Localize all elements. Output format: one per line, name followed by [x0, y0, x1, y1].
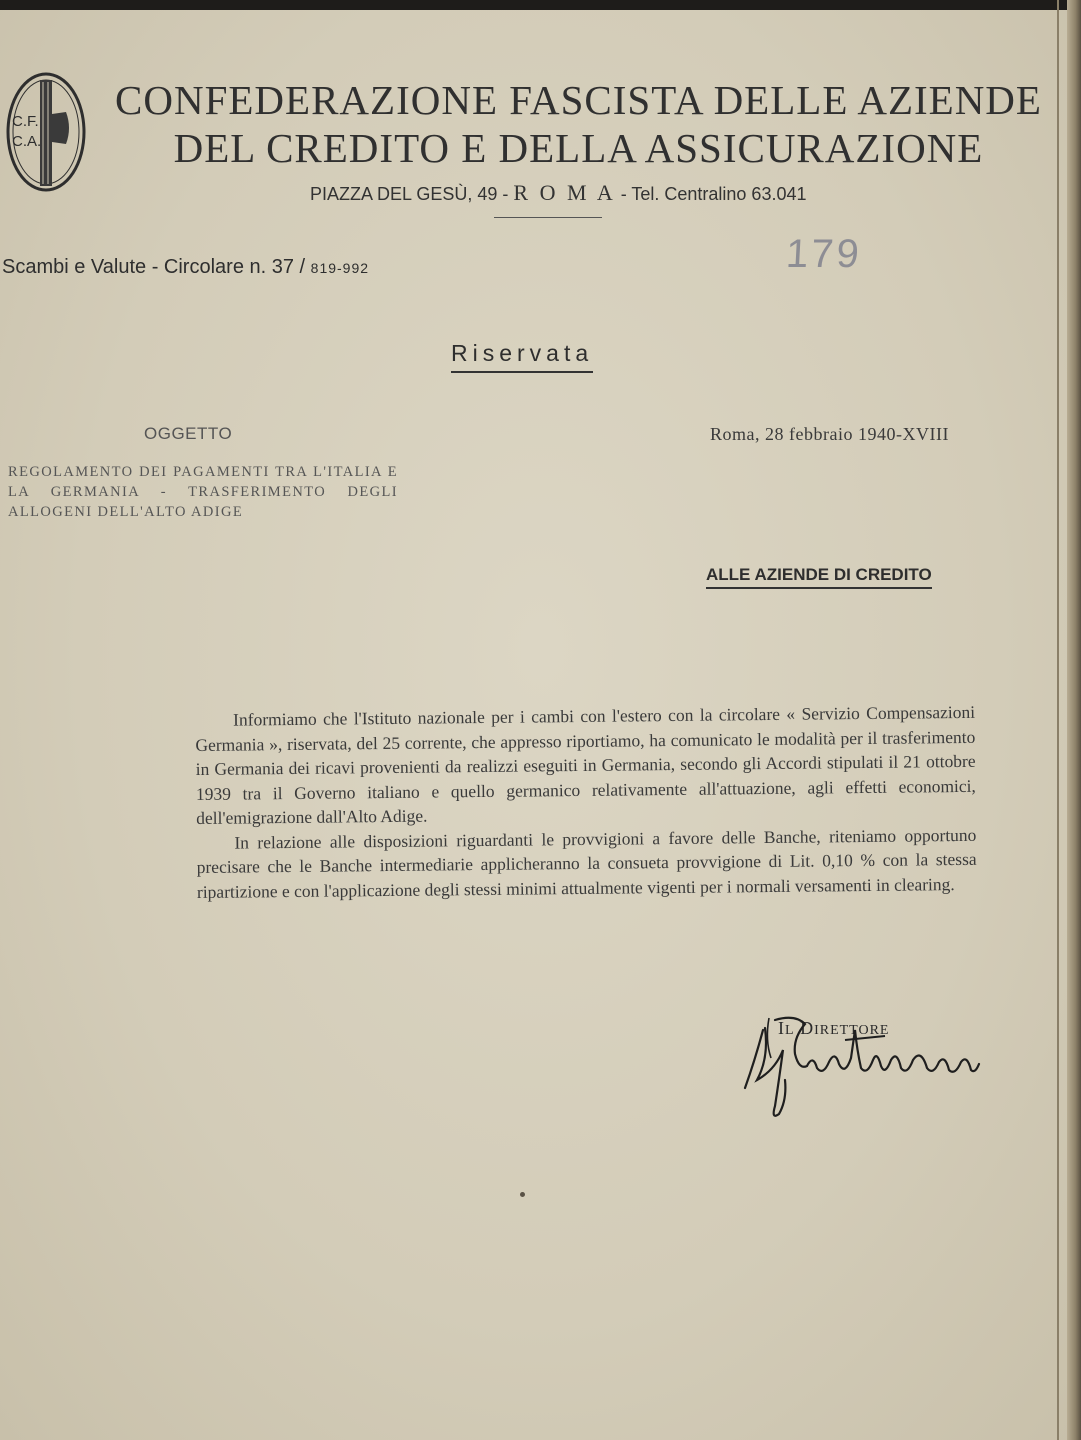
- signatory-title: IL DIRETTORE: [778, 1018, 890, 1038]
- body-paragraph-2: In relazione alle disposizioni riguardanti le provvigioni a favore delle Banche, riteniamo opportuno precisare che le Banche intermediarie applicheranno la consueta provvigione di Lit. 0,10 % con la stessa ripartizione e con l'applicazione degli stessi minimi attualmente vigenti per i normali versamenti in clearing.: [196, 824, 977, 902]
- addressee: ALLE AZIENDE DI CREDITO: [706, 565, 932, 589]
- scan-right-edge: [1067, 0, 1081, 1440]
- circular-reference: [2, 256, 369, 279]
- letterhead-address: [310, 180, 807, 206]
- letter-date: Roma, 28 febbraio 1940-XVIII: [710, 424, 949, 444]
- svg-text:C.A.: C.A.: [12, 133, 42, 150]
- classification-label: Riservata: [451, 340, 593, 373]
- letterhead-line-1: CONFEDERAZIONE FASCISTA DELLE AZIENDE: [115, 77, 1042, 123]
- subject-label: OGGETTO: [144, 424, 233, 443]
- letterhead-divider: [494, 217, 602, 218]
- subject-text: REGOLAMENTO DEI PAGAMENTI TRA L'ITALIA E LA GERMANIA - TRASFERIMENTO DEGLI ALLOGENI DELL'ALTO ADIGE: [8, 464, 398, 520]
- address-street: PIAZZA DEL GESÙ, 49 -: [310, 184, 514, 204]
- ink-speck: [520, 1192, 525, 1197]
- scan-fold-line: [1057, 0, 1059, 1440]
- handwritten-signature: [735, 1010, 985, 1130]
- svg-text:C.F.: C.F.: [12, 113, 39, 130]
- address-city: R O M A: [513, 180, 616, 205]
- letter-body: [195, 700, 977, 904]
- handwritten-page-number: 179: [784, 232, 863, 276]
- address-phone: - Tel. Centralino 63.041: [615, 184, 807, 204]
- letterhead-line-2: DEL CREDITO E DELLA ASSICURAZIONE: [173, 125, 984, 171]
- body-paragraph-1: Informiamo che l'Istituto nazionale per i cambi con l'estero con la circolare « Servizio Compensazioni Germania », riservata, del 25 corrente, che appresso riportiamo, ha comunicato le modalità per il trasferimento in Germania dei ricavi provenienti da realizzi eseguiti in Germania, secondo gli Accordi stipulati il 21 ottobre 1939 tra il Governo italiano e quello germanico relativamente all'attuazione, agli effetti economici, dell'emigrazione dall'Alto Adige.: [195, 701, 976, 828]
- circular-number: 819-992: [310, 260, 370, 276]
- scan-top-border: [0, 0, 1081, 10]
- circular-label: Scambi e Valute - Circolare n. 37 /: [2, 256, 311, 278]
